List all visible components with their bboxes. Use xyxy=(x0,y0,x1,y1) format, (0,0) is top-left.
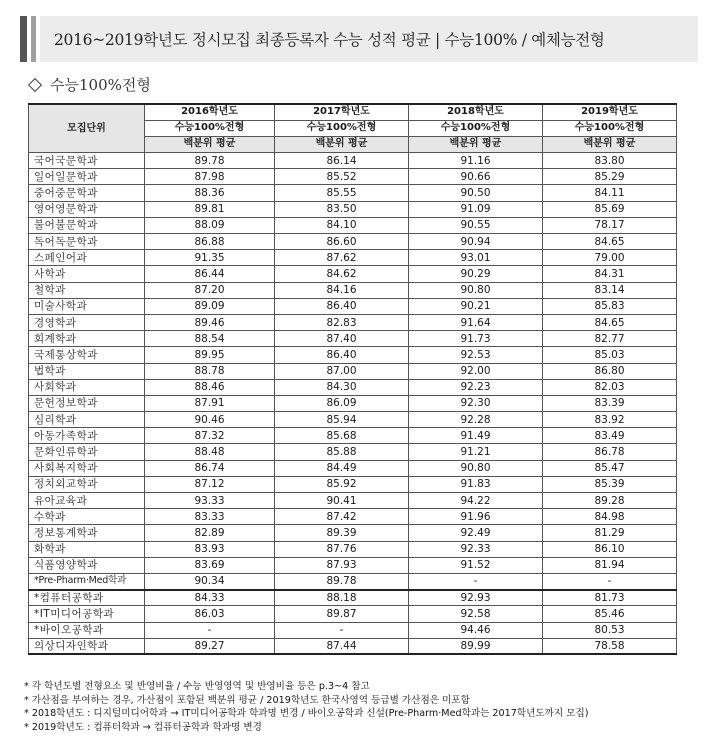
footnote: * 각 학년도별 전형요소 및 반영비율 / 수능 반영영역 및 반영비율 등은 p.3~4 참고 xyxy=(24,681,370,692)
score-cell: 93.01 xyxy=(409,250,543,266)
page-title: 2016~2019학년도 정시모집 최종등록자 수능 성적 평균 | 수능100% / 예체능전형 xyxy=(54,31,605,49)
table-row xyxy=(29,266,677,282)
department-name: 일어일문학과 xyxy=(29,169,145,185)
score-cell: 83.14 xyxy=(543,282,677,298)
department-name: 법학과 xyxy=(29,363,145,379)
score-cell: 88.36 xyxy=(145,185,275,201)
department-name: 정치외교학과 xyxy=(29,476,145,492)
score-cell: 92.00 xyxy=(409,363,543,379)
table-row xyxy=(29,395,677,411)
department-name: 불어불문학과 xyxy=(29,217,145,233)
score-cell: 86.09 xyxy=(275,395,409,411)
department-name: 문헌정보학과 xyxy=(29,395,145,411)
table-row xyxy=(29,428,677,444)
score-cell: 78.17 xyxy=(543,217,677,233)
table-row xyxy=(29,541,677,557)
score-cell: 87.42 xyxy=(275,509,409,525)
score-cell: 89.09 xyxy=(145,298,275,314)
header-year: 2019학년도 xyxy=(543,104,677,120)
header-year: 2018학년도 xyxy=(409,104,543,120)
department-name: 경영학과 xyxy=(29,314,145,330)
score-cell: 89.81 xyxy=(145,201,275,217)
score-cell: 87.98 xyxy=(145,169,275,185)
score-cell: - xyxy=(275,622,409,638)
department-name: 회계학과 xyxy=(29,331,145,347)
score-cell: 86.74 xyxy=(145,460,275,476)
score-cell: 87.12 xyxy=(145,476,275,492)
score-cell: 89.39 xyxy=(275,525,409,541)
score-cell: 93.33 xyxy=(145,493,275,509)
score-cell: 83.49 xyxy=(543,428,677,444)
score-cell: 89.28 xyxy=(543,493,677,509)
score-cell: 84.62 xyxy=(275,266,409,282)
score-cell: 78.58 xyxy=(543,638,677,654)
score-cell: 92.30 xyxy=(409,395,543,411)
footnote: * 가산점을 부여하는 경우, 가산점이 포함된 백분위 평균 / 2019학년도 한국사영역 등급별 가산점은 미포함 xyxy=(24,694,470,706)
table-row xyxy=(29,606,677,622)
score-cell: 90.55 xyxy=(409,217,543,233)
score-cell: 79.00 xyxy=(543,250,677,266)
score-cell: 91.73 xyxy=(409,331,543,347)
score-cell: 92.93 xyxy=(409,590,543,606)
score-cell: 86.88 xyxy=(145,234,275,250)
department-name: *IT미디어공학과 xyxy=(29,606,145,622)
table-row xyxy=(29,590,677,606)
score-cell: 87.20 xyxy=(145,282,275,298)
score-cell: 87.76 xyxy=(275,541,409,557)
score-cell: 91.83 xyxy=(409,476,543,492)
score-cell: 87.91 xyxy=(145,395,275,411)
score-cell: 88.46 xyxy=(145,379,275,395)
score-cell: 84.30 xyxy=(275,379,409,395)
diamond-icon xyxy=(28,77,42,91)
score-cell: 85.94 xyxy=(275,412,409,428)
score-cell: 83.69 xyxy=(145,557,275,573)
score-cell: 85.92 xyxy=(275,476,409,492)
score-table xyxy=(28,103,677,655)
score-cell: 82.77 xyxy=(543,331,677,347)
department-name: 중어중문학과 xyxy=(29,185,145,201)
score-cell: 90.29 xyxy=(409,266,543,282)
department-name: 스페인어과 xyxy=(29,250,145,266)
department-name: 사회학과 xyxy=(29,379,145,395)
header-year: 2016학년도 xyxy=(145,104,275,120)
score-cell: 82.89 xyxy=(145,525,275,541)
department-name: 사학과 xyxy=(29,266,145,282)
score-cell: 90.46 xyxy=(145,412,275,428)
title-bar xyxy=(20,16,698,62)
score-cell: 81.94 xyxy=(543,557,677,573)
table-row xyxy=(29,638,677,654)
score-cell: 91.49 xyxy=(409,428,543,444)
score-cell: 83.93 xyxy=(145,541,275,557)
score-cell: 90.94 xyxy=(409,234,543,250)
table-row xyxy=(29,250,677,266)
score-cell: 92.53 xyxy=(409,347,543,363)
table-row xyxy=(29,185,677,201)
score-cell: 89.95 xyxy=(145,347,275,363)
department-name: 사회복지학과 xyxy=(29,460,145,476)
department-name: 미술사학과 xyxy=(29,298,145,314)
score-cell: 92.49 xyxy=(409,525,543,541)
score-cell: 87.93 xyxy=(275,557,409,573)
department-name: *Pre-Pharm·Med학과 xyxy=(29,573,145,589)
score-cell: 84.49 xyxy=(275,460,409,476)
table-body xyxy=(29,153,677,655)
table-row xyxy=(29,347,677,363)
table-row xyxy=(29,153,677,169)
header-track: 수능100%전형 xyxy=(275,120,409,136)
header-track: 수능100%전형 xyxy=(543,120,677,136)
table-row xyxy=(29,331,677,347)
score-cell: 85.88 xyxy=(275,444,409,460)
department-name: 심리학과 xyxy=(29,412,145,428)
score-cell: 88.09 xyxy=(145,217,275,233)
score-cell: 85.83 xyxy=(543,298,677,314)
department-name: 의상디자인학과 xyxy=(29,638,145,654)
score-cell: 86.03 xyxy=(145,606,275,622)
score-cell: 88.78 xyxy=(145,363,275,379)
score-cell: 94.46 xyxy=(409,622,543,638)
score-cell: 87.62 xyxy=(275,250,409,266)
score-cell: 89.27 xyxy=(145,638,275,654)
score-cell: 86.14 xyxy=(275,153,409,169)
department-name: 유아교육과 xyxy=(29,493,145,509)
table-row xyxy=(29,557,677,573)
score-cell: 86.80 xyxy=(543,363,677,379)
score-cell: 86.44 xyxy=(145,266,275,282)
score-cell: 90.80 xyxy=(409,460,543,476)
score-cell: 86.10 xyxy=(543,541,677,557)
score-cell: 89.46 xyxy=(145,314,275,330)
table-row xyxy=(29,314,677,330)
score-cell: 80.53 xyxy=(543,622,677,638)
score-cell: 91.09 xyxy=(409,201,543,217)
score-cell: 85.29 xyxy=(543,169,677,185)
department-name: 철학과 xyxy=(29,282,145,298)
table-row xyxy=(29,573,677,589)
title-background xyxy=(40,16,698,62)
department-name: 문화인류학과 xyxy=(29,444,145,460)
score-cell: 85.69 xyxy=(543,201,677,217)
score-cell: 85.47 xyxy=(543,460,677,476)
table-row xyxy=(29,234,677,250)
score-cell: 91.21 xyxy=(409,444,543,460)
table-row xyxy=(29,460,677,476)
score-cell: 85.46 xyxy=(543,606,677,622)
score-cell: - xyxy=(145,622,275,638)
score-cell: 83.92 xyxy=(543,412,677,428)
header-metric: 백분위 평균 xyxy=(275,136,409,152)
score-cell: 90.41 xyxy=(275,493,409,509)
score-cell: 85.52 xyxy=(275,169,409,185)
score-cell: 89.87 xyxy=(275,606,409,622)
department-name: *바이오공학과 xyxy=(29,622,145,638)
score-cell: 84.31 xyxy=(543,266,677,282)
score-cell: 90.80 xyxy=(409,282,543,298)
table-row xyxy=(29,493,677,509)
department-name: 아동가족학과 xyxy=(29,428,145,444)
score-cell: 88.18 xyxy=(275,590,409,606)
score-cell: - xyxy=(409,573,543,589)
score-cell: 91.64 xyxy=(409,314,543,330)
score-cell: 87.44 xyxy=(275,638,409,654)
footnotes xyxy=(24,680,704,734)
score-cell: 83.33 xyxy=(145,509,275,525)
header-metric: 백분위 평균 xyxy=(409,136,543,152)
score-cell: 92.23 xyxy=(409,379,543,395)
department-name: 영어영문학과 xyxy=(29,201,145,217)
score-cell: 85.55 xyxy=(275,185,409,201)
score-cell: 92.33 xyxy=(409,541,543,557)
header-year: 2017학년도 xyxy=(275,104,409,120)
score-cell: 82.03 xyxy=(543,379,677,395)
score-cell: 84.65 xyxy=(543,314,677,330)
table-row xyxy=(29,379,677,395)
table-row xyxy=(29,476,677,492)
score-cell: 85.39 xyxy=(543,476,677,492)
score-cell: 91.96 xyxy=(409,509,543,525)
title-accent-light xyxy=(31,16,36,62)
score-cell: 91.16 xyxy=(409,153,543,169)
score-cell: 84.33 xyxy=(145,590,275,606)
score-cell: 91.52 xyxy=(409,557,543,573)
department-name: 식품영양학과 xyxy=(29,557,145,573)
header-metric: 백분위 평균 xyxy=(543,136,677,152)
score-cell: 84.65 xyxy=(543,234,677,250)
score-cell: 85.68 xyxy=(275,428,409,444)
score-cell: 91.35 xyxy=(145,250,275,266)
score-cell: 84.16 xyxy=(275,282,409,298)
footnote: * 2018학년도 : 디지털미디어학과 → IT미디어공학과 학과명 변경 / 바이오공학과 신설(Pre-Pharm·Med학과는 2017학년도까지 모집) xyxy=(24,708,589,719)
score-cell: 90.50 xyxy=(409,185,543,201)
department-name: *컴퓨터공학과 xyxy=(29,590,145,606)
score-cell: 89.78 xyxy=(275,573,409,589)
table-row xyxy=(29,622,677,638)
score-cell: 92.28 xyxy=(409,412,543,428)
score-cell: 94.22 xyxy=(409,493,543,509)
section-title: 수능100%전형 xyxy=(50,76,151,94)
score-cell: 88.54 xyxy=(145,331,275,347)
table-row xyxy=(29,169,677,185)
table-row xyxy=(29,201,677,217)
score-cell: 87.00 xyxy=(275,363,409,379)
score-cell: 90.21 xyxy=(409,298,543,314)
score-cell: 92.58 xyxy=(409,606,543,622)
section-heading xyxy=(28,74,151,95)
header-department: 모집단위 xyxy=(29,104,145,153)
score-cell: 89.78 xyxy=(145,153,275,169)
header-metric: 백분위 평균 xyxy=(145,136,275,152)
score-cell: 88.48 xyxy=(145,444,275,460)
department-name: 정보통계학과 xyxy=(29,525,145,541)
score-cell: 81.73 xyxy=(543,590,677,606)
score-cell: 85.03 xyxy=(543,347,677,363)
table-row xyxy=(29,363,677,379)
score-cell: 84.10 xyxy=(275,217,409,233)
score-cell: 83.80 xyxy=(543,153,677,169)
score-cell: 86.40 xyxy=(275,298,409,314)
score-cell: 86.78 xyxy=(543,444,677,460)
department-name: 화학과 xyxy=(29,541,145,557)
table-row xyxy=(29,412,677,428)
table-row xyxy=(29,525,677,541)
score-cell: 89.99 xyxy=(409,638,543,654)
table-row xyxy=(29,444,677,460)
score-cell: 82.83 xyxy=(275,314,409,330)
table-row xyxy=(29,217,677,233)
department-name: 국어국문학과 xyxy=(29,153,145,169)
table-row xyxy=(29,298,677,314)
score-cell: 83.39 xyxy=(543,395,677,411)
header-track: 수능100%전형 xyxy=(409,120,543,136)
table-row xyxy=(29,509,677,525)
department-name: 독어독문학과 xyxy=(29,234,145,250)
score-cell: 86.60 xyxy=(275,234,409,250)
title-accent-dark xyxy=(20,16,27,62)
table-row xyxy=(29,282,677,298)
score-cell: - xyxy=(543,573,677,589)
score-cell: 90.66 xyxy=(409,169,543,185)
department-name: 국제통상학과 xyxy=(29,347,145,363)
score-cell: 84.11 xyxy=(543,185,677,201)
header-track: 수능100%전형 xyxy=(145,120,275,136)
department-name: 수학과 xyxy=(29,509,145,525)
score-cell: 81.29 xyxy=(543,525,677,541)
score-cell: 87.32 xyxy=(145,428,275,444)
score-cell: 87.40 xyxy=(275,331,409,347)
score-cell: 84.98 xyxy=(543,509,677,525)
score-cell: 83.50 xyxy=(275,201,409,217)
score-cell: 90.34 xyxy=(145,573,275,589)
footnote: * 2019학년도 : 컴퓨터학과 → 컴퓨터공학과 학과명 변경 xyxy=(24,721,262,733)
score-cell: 86.40 xyxy=(275,347,409,363)
